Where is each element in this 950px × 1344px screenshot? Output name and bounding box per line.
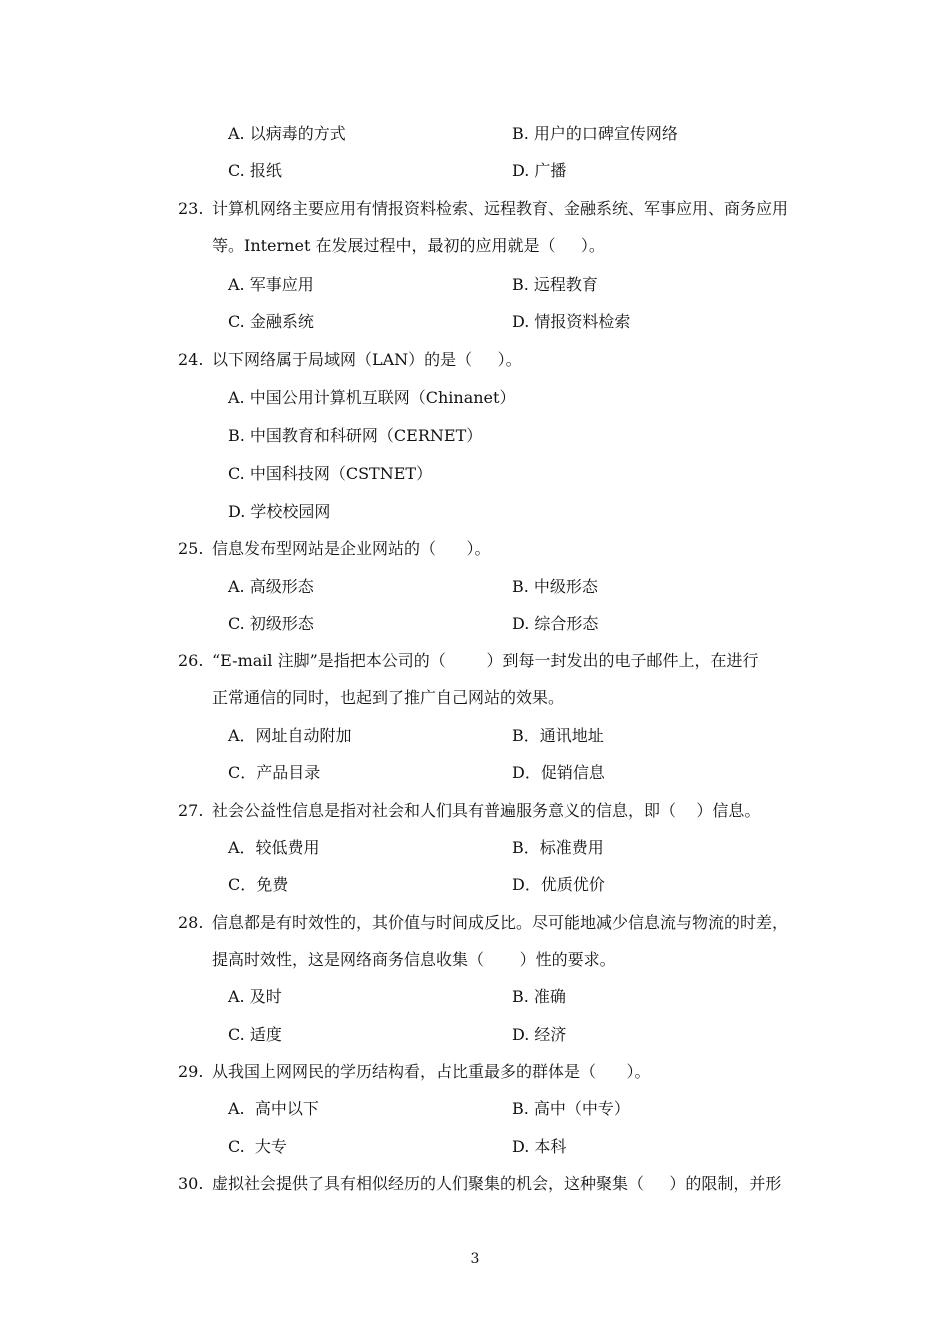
option-b: B. 高中（中专） [512,1099,630,1118]
option-d: D. 经济 [512,1025,567,1044]
question-text: 以下网络属于局域网（LAN）的是（ ）。 [212,350,522,369]
option-b: B．标准费用 [512,838,604,857]
question-number: 27. [178,801,204,820]
option-d: D. 本科 [512,1137,567,1156]
option-c: C. 金融系统 [228,312,314,331]
option-c: C. 初级形态 [228,614,314,633]
option-a: A. 高级形态 [228,577,314,596]
question-text: 社会公益性信息是指对社会和人们具有普遍服务意义的信息，即（ ）信息。 [212,801,761,820]
option-c: C. 报纸 [228,161,282,180]
question-number: 26. [178,651,204,670]
question-number: 25. [178,539,204,558]
option-c: C. 大专 [228,1137,287,1156]
question-text: 从我国上网网民的学历结构看，占比重最多的群体是（ ）。 [212,1062,651,1081]
option-a: A. 高中以下 [228,1099,319,1118]
option-a: A. 军事应用 [228,275,314,294]
question-number: 24. [178,350,204,369]
question-number: 30. [178,1174,204,1193]
option-b: B. 用户的口碑宣传网络 [512,124,678,143]
option-b: B. 中级形态 [512,577,598,596]
question-text-continued: 提高时效性，这是网络商务信息收集（ ）性的要求。 [212,950,616,969]
option-c: C. 适度 [228,1025,282,1044]
question-text-continued: 等。Internet 在发展过程中，最初的应用就是（ ）。 [212,236,605,255]
option-d: D．促销信息 [512,763,605,782]
option-c: C．免费 [228,875,289,894]
option-d: D. 广播 [512,161,567,180]
option-a: A．较低费用 [228,838,320,857]
question-number: 28. [178,913,204,932]
option-a: A．网址自动附加 [228,726,352,745]
option-d: D. 情报资料检索 [512,312,631,331]
question-text-continued: 正常通信的同时，也起到了推广自己网站的效果。 [212,688,565,707]
question-text: 信息都是有时效性的，其价值与时间成反比。尽可能地减少信息流与物流的时差， [212,913,789,932]
option-b: B．通讯地址 [512,726,604,745]
page-number: 3 [470,1251,480,1267]
option-d: D．优质优价 [512,875,605,894]
question-text: “E-mail 注脚”是指把本公司的（ ）到每一封发出的电子邮件上，在进行 [212,651,759,670]
option-d: D. 综合形态 [512,614,599,633]
option-b: B. 远程教育 [512,275,598,294]
option-a: A. 中国公用计算机互联网（Chinanet） [228,388,516,407]
question-text: 信息发布型网站是企业网站的（ ）。 [212,539,491,558]
option-d: D. 学校校园网 [228,502,331,521]
question-text: 虚拟社会提供了具有相似经历的人们聚集的机会，这种聚集（ ）的限制，并形 [212,1174,782,1193]
question-number: 29. [178,1062,204,1081]
option-a: A. 以病毒的方式 [228,124,346,143]
option-a: A. 及时 [228,987,282,1006]
question-number: 23. [178,199,204,218]
option-c: C．产品目录 [228,763,321,782]
question-text: 计算机网络主要应用有情报资料检索、远程教育、金融系统、军事应用、商务应用 [212,199,789,218]
option-b: B. 准确 [512,987,566,1006]
option-b: B. 中国教育和科研网（CERNET） [228,426,483,445]
option-c: C. 中国科技网（CSTNET） [228,464,433,483]
